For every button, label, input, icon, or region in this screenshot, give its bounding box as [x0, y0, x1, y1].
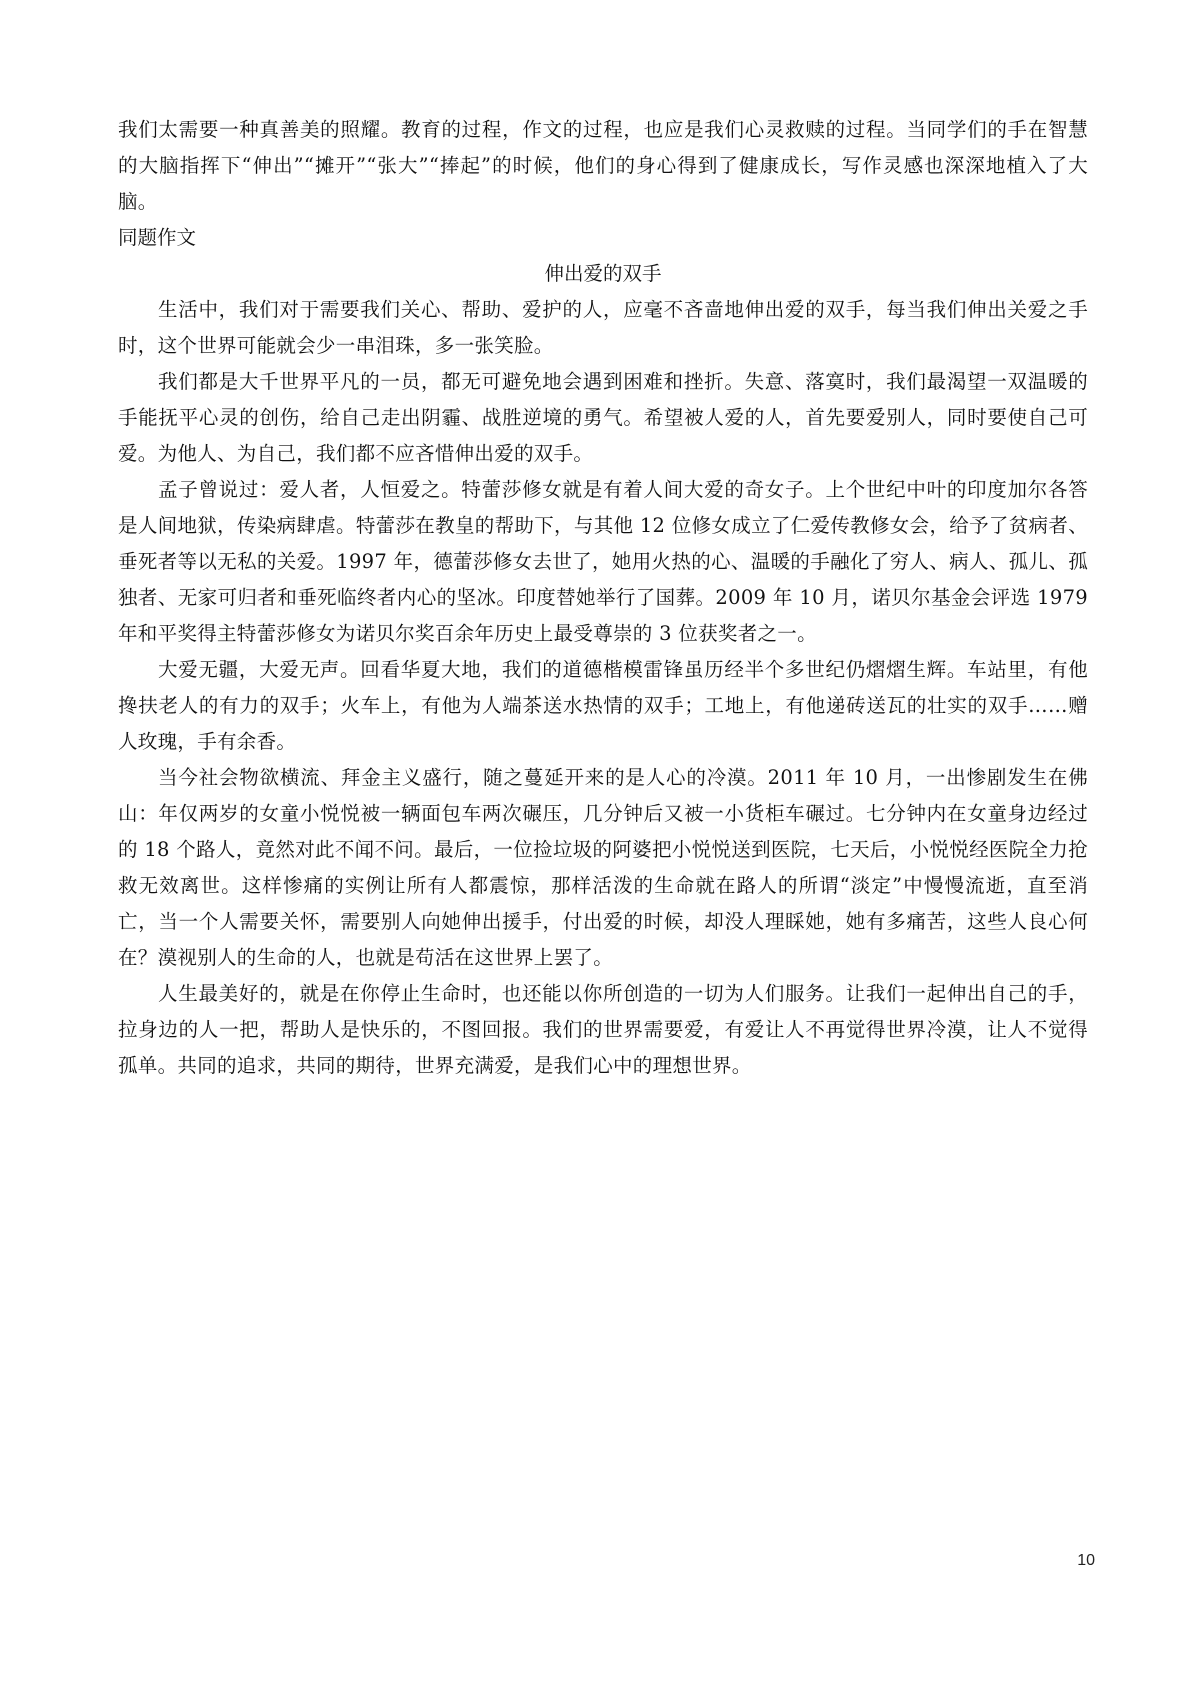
essay-paragraph-6: 人生最美好的，就是在你停止生命时，也还能以你所创造的一切为人们服务。让我们一起伸出自己的手，拉身边的人一把，帮助人是快乐的，不图回报。我们的世界需要爱，有爱让人不再觉得世界冷漠，让人不觉得孤单。共同的追求，共同的期待，世界充满爱，是我们心中的理想世界。	[118, 982, 1088, 1077]
essay-paragraph-4: 大爱无疆，大爱无声。回看华夏大地，我们的道德楷模雷锋虽历经半个多世纪仍熠熠生辉。车站里，有他搀扶老人的有力的双手；火车上，有他为人端茶送水热情的双手；工地上，有他递砖送瓦的壮实的双手……赠人玫瑰，手有余香。	[118, 658, 1088, 753]
essay-paragraph-3: 孟子曾说过：爱人者，人恒爱之。特蕾莎修女就是有着人间大爱的奇女子。上个世纪中叶的印度加尔各答是人间地狱，传染病肆虐。特蕾莎在教皇的帮助下，与其他 12 位修女成立了仁爱传教修女会，给予了贫病者、垂死者等以无私的关爱。1997 年，德蕾莎修女去世了，她用火热的心、温暖的手融化了穷人、病人、孤儿、孤独者、无家可归者和垂死临终者内心的坚冰。印度替她举行了国葬。2009 年 10 月，诺贝尔基金会评选 1979 年和平奖得主特蕾莎修女为诺贝尔奖百余年历史上最受尊崇的 3 位获奖者之一。	[118, 478, 1088, 645]
section-label: 同题作文	[118, 226, 197, 249]
page-number: 10	[1077, 1552, 1095, 1569]
essay-paragraph-1: 生活中，我们对于需要我们关心、帮助、爱护的人，应毫不吝啬地伸出爱的双手，每当我们伸出关爱之手时，这个世界可能就会少一串泪珠，多一张笑脸。	[118, 298, 1088, 357]
essay-title: 伸出爱的双手	[544, 262, 662, 285]
essay-paragraph-2: 我们都是大千世界平凡的一员，都无可避免地会遇到困难和挫折。失意、落寞时，我们最渴望一双温暖的手能抚平心灵的创伤，给自己走出阴霾、战胜逆境的勇气。希望被人爱的人，首先要爱别人，同时要使自己可爱。为他人、为自己，我们都不应吝惜伸出爱的双手。	[118, 370, 1088, 465]
intro-paragraph: 我们太需要一种真善美的照耀。教育的过程，作文的过程，也应是我们心灵救赎的过程。当同学们的手在智慧的大脑指挥下“伸出”“摊开”“张大”“捧起”的时候，他们的身心得到了健康成长，写作灵感也深深地植入了大脑。	[118, 118, 1088, 213]
essay-paragraph-5: 当今社会物欲横流、拜金主义盛行，随之蔓延开来的是人心的冷漠。2011 年 10 月，一出惨剧发生在佛山：年仅两岁的女童小悦悦被一辆面包车两次碾压，几分钟后又被一小货柜车碾过。七分钟内在女童身边经过的 18 个路人，竟然对此不闻不问。最后，一位捡垃圾的阿婆把小悦悦送到医院，七天后，小悦悦经医院全力抢救无效离世。这样惨痛的实例让所有人都震惊，那样活泼的生命就在路人的所谓“淡定”中慢慢流逝，直至消亡，当一个人需要关怀，需要别人向她伸出援手，付出爱的时候，却没人理睬她，她有多痛苦，这些人良心何在？漠视别人的生命的人，也就是苟活在这世界上罢了。	[118, 766, 1088, 969]
document-body	[118, 112, 1088, 1084]
